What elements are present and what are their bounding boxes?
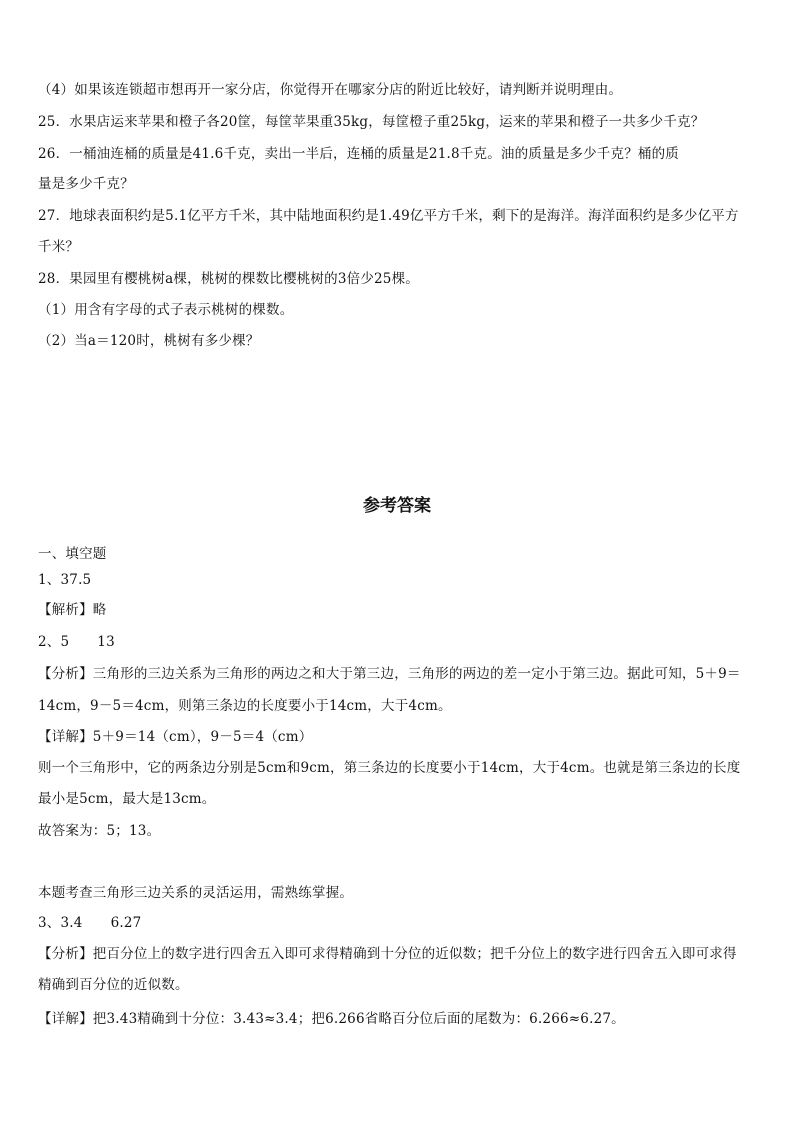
answer-2-detail: 【详解】5＋9＝14（cm），9－5＝4（cm） [38,729,313,745]
question-25: 25．水果店运来苹果和橙子各20筐，每筐苹果重35kg，每筐橙子重25kg，运来的苹果和橙子一共多少千克？ [38,114,705,130]
answer-3 [38,914,141,932]
answers-title: 参考答案 [363,496,431,516]
answer-2-final: 故答案为：5；13。 [38,823,161,839]
question-28: 28．果园里有樱桃树a棵，桃树的棵数比樱桃树的3倍少25棵。 [38,271,419,287]
answer-2-detail-line2: 最小是5cm，最大是13cm。 [38,791,216,807]
answer-2 [38,633,115,651]
question-27-line1: 27．地球表面积约是5.1亿平方千米，其中陆地面积约是1.49亿平方千米，剩下的是海洋。海洋面积约是多少亿平方 [38,208,739,224]
answer-3-second: 6.27 [110,915,142,931]
answer-3-first: 3、3.4 [38,915,83,931]
answer-2-analysis-line2: 14cm，9－5＝4cm，则第三条边的长度要小于14cm，大于4cm。 [38,698,452,714]
answer-2-summary: 本题考查三角形三边关系的灵活运用，需熟练掌握。 [38,885,354,901]
answer-2-detail-line1: 则一个三角形中，它的两条边分别是5cm和9cm，第三条边的长度要小于14cm，大于4cm。也就是第三条边的长度 [38,760,741,776]
answer-3-detail: 【详解】把3.43精确到十分位：3.43≈3.4；把6.266省略百分位后面的尾数为：6.266≈6.27。 [38,1011,625,1027]
answer-2-analysis-line1: 【分析】三角形的三边关系为三角形的两边之和大于第三边，三角形的两边的差一定小于第三边。据此可知，5＋9＝ [38,666,741,682]
answer-1: 1、37.5 [38,572,92,588]
question-28-1: （1）用含有字母的式子表示桃树的棵数。 [38,302,294,318]
question-27-line2: 千米？ [38,239,80,255]
question-28-2: （2）当a＝120时，桃树有多少棵？ [38,333,260,349]
question-26-line2: 量是多少千克？ [38,176,134,192]
answer-3-analysis-line1: 【分析】把百分位上的数字进行四舍五入即可求得精确到十分位的近似数；把千分位上的数字进行四舍五入即可求得 [38,946,737,962]
answer-1-analysis: 【解析】略 [38,602,107,618]
question-24-4: （4）如果该连锁超市想再开一家分店，你觉得开在哪家分店的附近比较好，请判断并说明理由。 [38,82,623,98]
section-heading: 一、填空题 [38,546,107,562]
question-26-line1: 26．一桶油连桶的质量是41.6千克，卖出一半后，连桶的质量是21.8千克。油的质量是多少千克？桶的质 [38,146,679,162]
answer-2-second: 13 [97,634,115,650]
answer-3-analysis-line2: 精确到百分位的近似数。 [38,977,189,993]
answer-2-first: 2、5 [38,634,70,650]
